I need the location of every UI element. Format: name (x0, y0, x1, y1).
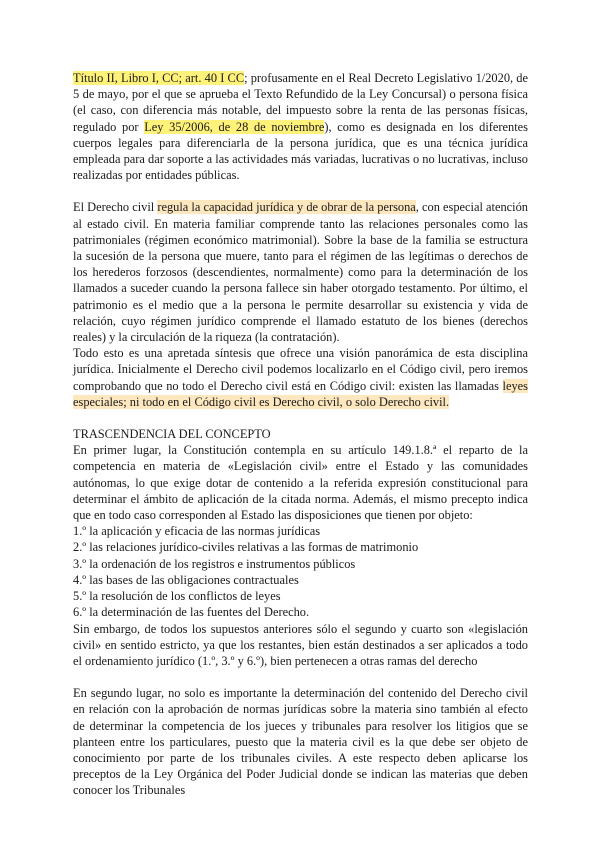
paragraph-3 (73, 345, 528, 410)
list-item: 5.º la resolución de los conflictos de leyes (73, 589, 281, 604)
list-item: 2.º las relaciones jurídico-civiles relativas a las formas de matrimonio (73, 540, 419, 555)
section-heading: TRASCENDENCIA DEL CONCEPTO (73, 427, 271, 442)
list-item: 1.º la aplicación y eficacia de las normas jurídicas (73, 524, 321, 539)
list-item: 6.º la determinación de las fuentes del Derecho. (73, 605, 310, 620)
paragraph-2-text-a: El Derecho civil (73, 200, 158, 215)
list-item: 3.º la ordenación de los registros e instrumentos públicos (73, 556, 356, 571)
paragraph-1 (73, 70, 528, 183)
paragraph-6: En segundo lugar, no solo es importante la determinación del contenido del Derecho civil en relación con la aprobación de normas jurídicas sobre la materia sino también al efecto de determinar la competencia de los jueces y tribunales para resolver los litigios que se planteen entre los particulares, puesto que la materia civil es la que debe ser objeto de conocimiento por parte de los tribunales civiles. A este respecto deben aplicarse los preceptos de la Ley Orgánica del Poder Judicial donde se indican las materias que deben conocer los Tribunales (73, 686, 528, 798)
paragraph-3-text-a: Todo esto es una apretada síntesis que ofrece una visión panorámica de esta disciplina jurídica. Inicialmente el Derecho civil podemos localizarlo en el Código civil, pero iremos comprobando que no todo el Derecho civil está en Código civil: existen las llamadas (73, 346, 528, 393)
paragraph-1-text-a: ; profusamente en el Real Decreto Legislativo 1/2020, de 5 de mayo, por el que se aprueba el Texto Refundido de la Ley Concursal) o persona física (el caso, con diferencia más notable, del impuesto sobre la renta de las personas físicas, regulado por (73, 71, 528, 134)
paragraph-4: En primer lugar, la Constitución contempla en su artículo 149.1.8.ª el reparto de la competencia en materia de «Legislación civil» entre el Estado y las comunidades autónomas, lo que exige dotar de contenido a la referida expresión constitucional para determinar el ámbito de aplicación de la citada norma. Además, el mismo precepto indica que en todo caso corresponden al Estado las disposiciones que tienen por objeto: (73, 443, 528, 523)
competence-list (73, 523, 528, 620)
paragraph-5: Sin embargo, de todos los supuestos anteriores sólo el segundo y cuarto son «legislación civil» en sentido estricto, ya que los restantes, bien están destinados a ser aplicados a todo el ordenamiento jurídico (1.º, 3.º y 6.º), bien pertenecen a otras ramas del derecho (73, 621, 528, 668)
paragraph-2-text-b: , con especial atención al estado civil. En materia familiar comprende tanto las relaciones personales como las patrimoniales (régimen económico matrimonial). Sobre la base de la familia se estructura la sucesión de la persona que muere, tanto para el régimen de las legítimas o derechos de los herederos forzosos (descendientes, normalmente) como para la determinación de los llamados a suceder cuando la persona fallece sin haber otorgado testamento. Por último, el patrimonio es el medio que a la persona le permite desarrollar su existencia y vida de relación, cuyo régimen jurídico comprende el llamado estatuto de los bienes (derechos reales) y la circulación de la riqueza (la contratación). (73, 200, 528, 345)
highlight-capacidad: regula la capacidad jurídica y de obrar de la persona (157, 200, 416, 215)
highlight-citation-cc: Título II, Libro I, CC; art. 40 I CC (73, 71, 245, 85)
highlight-leyes-especiales: leyes especiales; ni todo en el Código civil es Derecho civil, o solo Derecho civil. (73, 378, 528, 409)
document-body (73, 70, 528, 799)
paragraph-2 (73, 199, 528, 345)
list-item: 4.º las bases de las obligaciones contractuales (73, 572, 299, 587)
paragraph-1-text-b: ), como es designada en los diferentes cuerpos legales para diferenciarla de la persona jurídica, que es una técnica jurídica empleada para dar soporte a las actividades más variadas, lucrativas o no lucrativas, incluso realizadas por entidades públicas. (73, 119, 529, 183)
highlight-citation-ley: Ley 35/2006, de 28 de noviembre (144, 119, 325, 134)
